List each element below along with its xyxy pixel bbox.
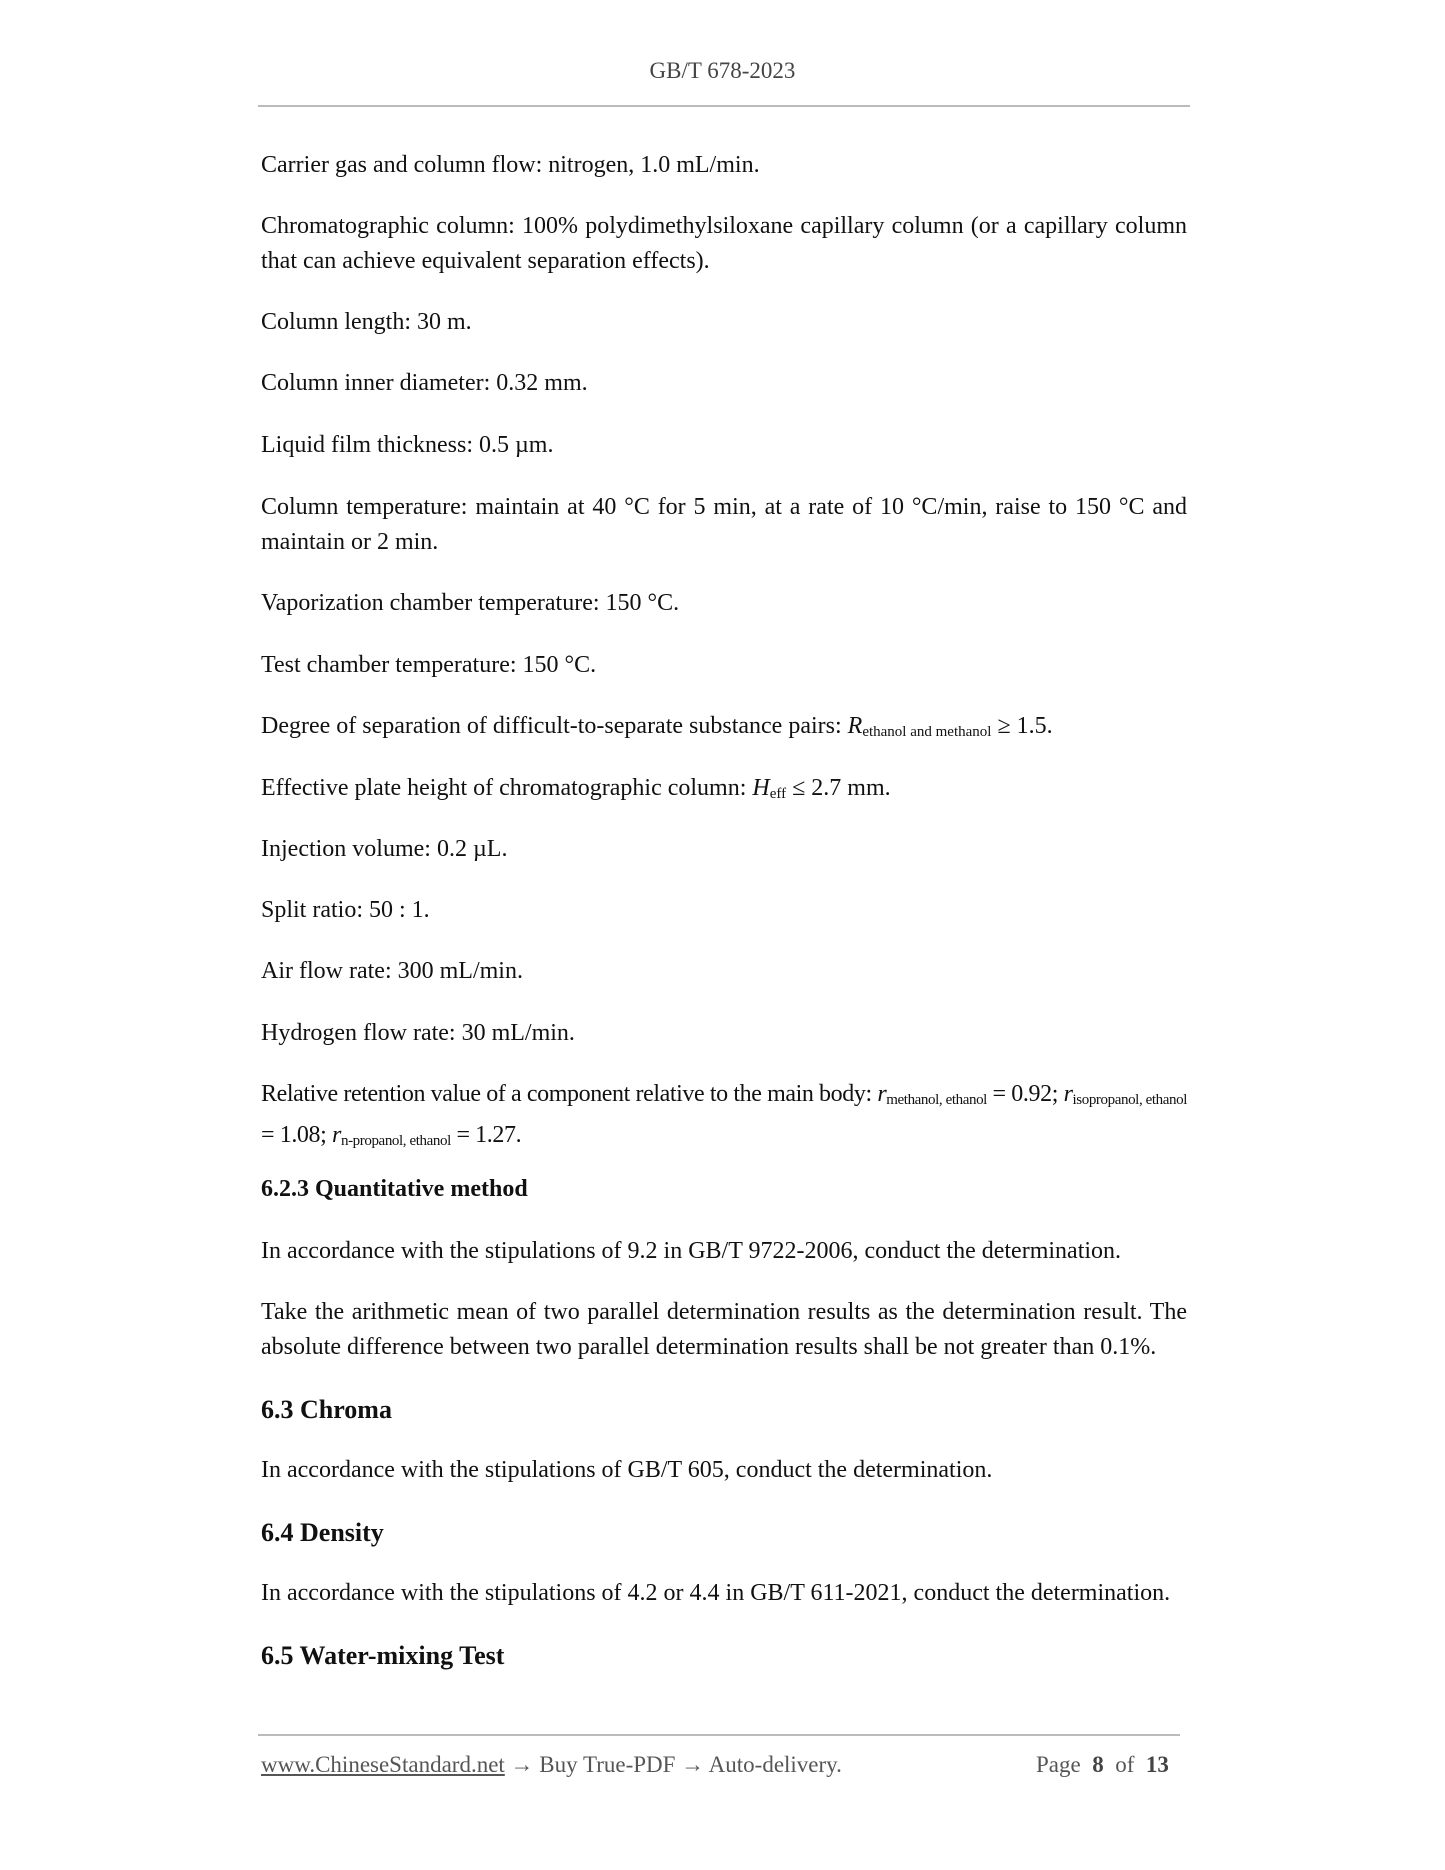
footer-divider (258, 1734, 1180, 1736)
rel-symbol-1: r (877, 1081, 887, 1107)
injection-volume-text: Injection volume: 0.2 µL. (261, 836, 508, 862)
document-id-header: GB/T 678-2023 (649, 58, 796, 83)
density-text: In accordance with the stipulations of 4.2 or 4.4 in GB/T 611-2021, conduct the determination. (261, 1580, 1171, 1606)
page-number: 8 (1092, 1752, 1104, 1777)
plate-subscript: eff (769, 786, 787, 802)
film-thickness-text: Liquid film thickness: 0.5 µm. (261, 432, 554, 458)
hydrogen-flow-text: Hydrogen flow rate: 30 mL/min. (261, 1020, 575, 1046)
separation-degree-text (261, 709, 1187, 750)
section-heading-6-3: 6.3 Chroma (261, 1395, 392, 1424)
column-text: Chromatographic column: 100% polydimethylsiloxane capillary column (or a capillary column that can achieve equivalent separation effects). (261, 213, 1187, 274)
footer-promo (261, 1752, 842, 1778)
plate-symbol: H (752, 775, 770, 801)
air-flow-text: Air flow rate: 300 mL/min. (261, 958, 523, 984)
carrier-gas-text: Carrier gas and column flow: nitrogen, 1.0 mL/min. (261, 152, 760, 178)
rel-val-2: = 1.08; (261, 1122, 333, 1148)
rel-sub-2: isopropanol, ethanol (1072, 1092, 1187, 1108)
rel-label: Relative retention value of a component relative to the main body: (261, 1081, 878, 1107)
plate-label: Effective plate height of chromatographic column: (261, 775, 753, 801)
section-heading-6-2-3: 6.2.3 Quantitative method (261, 1176, 528, 1202)
column-length-text: Column length: 30 m. (261, 309, 472, 335)
plate-height-text (261, 771, 1187, 812)
test-chamber-temp-text: Test chamber temperature: 150 °C. (261, 652, 597, 678)
inner-diameter-text: Column inner diameter: 0.32 mm. (261, 370, 588, 396)
chroma-text: In accordance with the stipulations of GB/T 605, conduct the determination. (261, 1457, 993, 1483)
column-temperature-text: Column temperature: maintain at 40 °C for 5 min, at a rate of 10 °C/min, raise to 150 °C and maintain or 2 min. (261, 494, 1187, 555)
separation-value: ≥ 1.5. (991, 713, 1053, 739)
rel-sub-1: methanol, ethanol (886, 1092, 987, 1108)
website-link[interactable]: www.ChineseStandard.net (261, 1752, 505, 1777)
quantitative-text: In accordance with the stipulations of 9.2 in GB/T 9722-2006, conduct the determination. (261, 1238, 1122, 1264)
separation-symbol: R (847, 713, 863, 739)
page-label: Page (1036, 1752, 1081, 1777)
rel-symbol-2: r (1063, 1081, 1073, 1107)
separation-label: Degree of separation of difficult-to-separate substance pairs: (261, 713, 848, 739)
page-total: 13 (1145, 1752, 1169, 1777)
rel-sub-3: n-propanol, ethanol (340, 1133, 451, 1149)
footer-promo-text: → Buy True-PDF → Auto-delivery. (504, 1752, 842, 1777)
page-indicator (1036, 1752, 1169, 1778)
header-divider (258, 105, 1190, 107)
arithmetic-mean-text: Take the arithmetic mean of two parallel determination results as the determination result. The absolute difference between two parallel determination results shall be not greater than 0.1%. (261, 1299, 1187, 1360)
relative-retention-text (261, 1077, 1187, 1159)
section-heading-6-4: 6.4 Density (261, 1518, 384, 1547)
split-ratio-text: Split ratio: 50 : 1. (261, 897, 430, 923)
separation-subscript: ethanol and methanol (862, 724, 992, 740)
plate-value: ≤ 2.7 mm. (786, 775, 891, 801)
rel-symbol-3: r (332, 1122, 341, 1148)
section-heading-6-5: 6.5 Water-mixing Test (261, 1641, 505, 1670)
rel-val-1: = 0.92; (986, 1081, 1064, 1107)
rel-val-3: = 1.27. (450, 1122, 522, 1148)
of-label: of (1115, 1752, 1135, 1777)
vaporization-temp-text: Vaporization chamber temperature: 150 °C. (261, 590, 680, 616)
